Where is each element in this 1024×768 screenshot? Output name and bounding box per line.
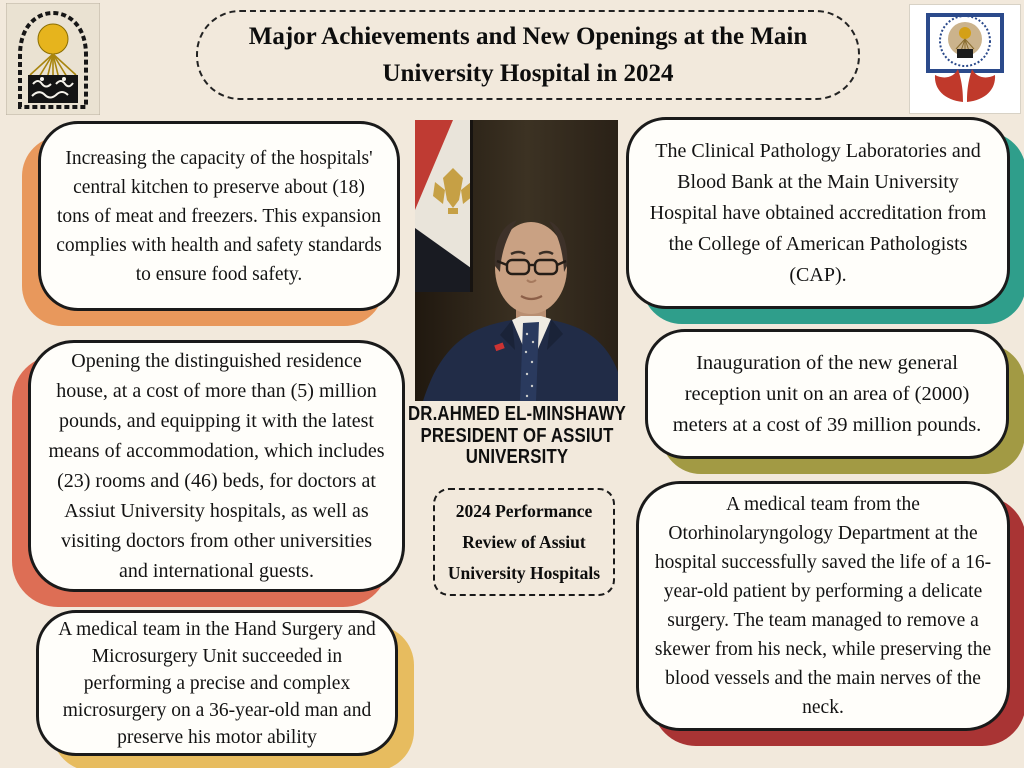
sun-icon — [38, 24, 68, 54]
achievement-card-residence — [28, 340, 405, 592]
achievement-text: Opening the distinguished residence house, at a cost of more than (5) million pounds, and equipping it with the latest means of accommodation, which includes (23) rooms and (46) beds, for doctors at Assiut University hospitals, as well as visiting doctors from other universities and international guests. — [48, 350, 385, 582]
assiut-university-hospitals-logo — [910, 5, 1020, 113]
emblem-band — [957, 49, 973, 58]
review-line1: 2024 Performance — [455, 500, 593, 521]
achievement-card-cap-accreditation — [626, 117, 1010, 309]
photo-caption — [404, 404, 631, 469]
president-photo — [415, 120, 618, 401]
achievement-text: The Clinical Pathology Laboratories and Blood Bank at the Main University Hospital have obtained accreditation from the College of American Pathologists (CAP). — [649, 139, 987, 286]
achievement-card-hand-surgery — [36, 610, 398, 756]
achievement-card-reception-unit — [645, 329, 1009, 459]
poster-title — [196, 10, 860, 100]
achievement-card-ent-surgery — [636, 481, 1010, 731]
achievement-text: Increasing the capacity of the hospitals' central kitchen to preserve about (18) tons of meat and freezers. This expansion complies with health and safety standards to ensure food safety. — [56, 147, 382, 285]
caption-title-line1: PRESIDENT OF ASSIUT — [420, 424, 614, 447]
emblem-sun — [959, 27, 971, 39]
egypt-flag — [415, 120, 473, 292]
review-line2: Review of Assiut — [462, 531, 586, 552]
review-line3: University Hospitals — [447, 562, 601, 583]
achievement-text: A medical team from the Otorhinolaryngology Department at the hospital successfully saved the life of a 16-year-old patient by performing a delicate surgery. The team managed to remove a skewer from his neck, while preserving the blood vessels and the main nerves of the neck. — [654, 494, 992, 718]
poster-title-line1: Major Achievements and New Openings at the Main — [248, 23, 808, 50]
poster-title-line2: University Hospital in 2024 — [382, 60, 674, 87]
achievement-card-kitchen — [38, 121, 400, 311]
caption-name: DR.AHMED EL-MINSHAWY — [407, 403, 627, 425]
achievement-text: A medical team in the Hand Surgery and Microsurgery Unit succeeded in performing a precise and complex microsurgery on a 36-year-old man and preserve his motor ability — [58, 618, 376, 748]
achievement-text: Inauguration of the new general reception unit on an area of (2000) meters at a cost of 39 million pounds. — [672, 351, 982, 436]
calligraphy-band — [28, 75, 78, 103]
caption-title-line2: UNIVERSITY — [465, 446, 569, 468]
performance-review-box — [433, 488, 615, 596]
assiut-university-logo — [6, 3, 100, 115]
